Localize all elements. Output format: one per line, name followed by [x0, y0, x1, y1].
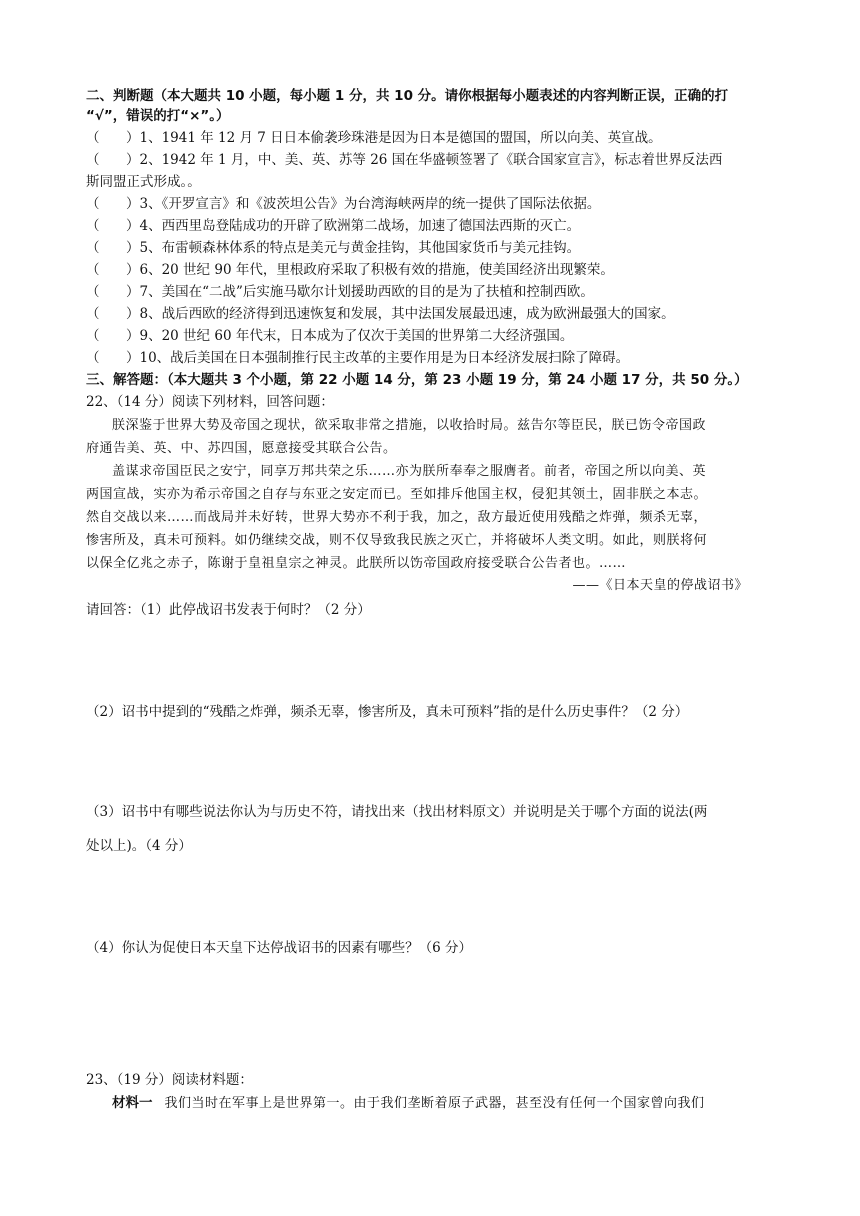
judge-item-text: ）3、《开罗宣言》和《波茨坦公告》为台湾海峡两岸的统一提供了国际法依据。	[126, 196, 601, 212]
q22-question-4: （4）你认为促使日本天皇下达停战诏书的因素有哪些？（6 分）	[86, 940, 472, 956]
answer-paren: （	[86, 240, 100, 256]
judge-item-text: ）4、西西里岛登陆成功的开辟了欧洲第二战场，加速了德国法西斯的灭亡。	[126, 218, 581, 234]
q23-material-1	[112, 1093, 705, 1114]
answer-paren: （	[86, 196, 100, 212]
judge-item-6	[86, 260, 614, 280]
material-label: 材料一	[112, 1095, 153, 1111]
q22-material-line: 两国宣战，实亦为希示帝国之自存与东亚之安定而已。至如排斥他国主权，侵犯其领土，固非朕之本志。	[86, 487, 708, 502]
answer-paren: （	[86, 152, 100, 168]
judge-item-text: ）2、1942 年 1 月，中、美、英、苏等 26 国在华盛顿签署了《联合国家宣言》，标志着世界反法西	[126, 152, 723, 168]
judge-item-2	[86, 150, 722, 170]
judge-item-text: ）5、布雷顿森林体系的特点是美元与黄金挂钩，其他国家货币与美元挂钩。	[126, 240, 581, 256]
judge-item-7	[86, 282, 594, 302]
q22-material-line: 以保全亿兆之赤子，陈谢于皇祖皇宗之神灵。此朕所以饬帝国政府接受联合公告者也。……	[86, 556, 627, 571]
q22-question-1: 请回答：（1）此停战诏书发表于何时？（2 分）	[86, 602, 371, 618]
q22-question-3: （3）诏书中有哪些说法你认为与历史不符，请找出来（找出材料原文）并说明是关于哪个方面的说法(两	[86, 804, 708, 820]
q22-question-2: （2）诏书中提到的“残酷之炸弹，频杀无辜，惨害所及，真未可预料”指的是什么历史事件？（2 分）	[86, 704, 689, 720]
answer-paren: （	[86, 284, 100, 300]
section3-title: 三、解答题：（本大题共 3 个小题，第 22 小题 14 分，第 23 小题 19 分，第 24 小题 17 分，共 50 分。）	[86, 372, 748, 388]
q22-material-line: 府通告美、英、中、苏四国，愿意接受其联合公告。	[86, 441, 397, 456]
judge-item-9	[86, 326, 573, 346]
q22-head: 22、（14 分）阅读下列材料，回答问题：	[86, 394, 334, 410]
answer-paren: （	[86, 328, 100, 344]
answer-paren: （	[86, 262, 100, 278]
section2-title-cont: “√”，错误的打“×”。）	[86, 108, 230, 124]
judge-item-text: ）1、1941 年 12 月 7 日日本偷袭珍珠港是因为日本是德国的盟国，所以向美、英宣战。	[126, 130, 662, 146]
judge-item-10	[86, 348, 629, 368]
judge-item-3	[86, 194, 600, 214]
q22-material-line: 然自交战以来……而战局并未好转，世界大势亦不利于我，加之，敌方最近使用残酷之炸弹，频杀无辜，	[86, 510, 708, 525]
judge-item-text: ）6、20 世纪 90 年代，里根政府采取了积极有效的措施，使美国经济出现繁荣。	[126, 262, 614, 278]
answer-paren: （	[86, 350, 100, 366]
answer-paren: （	[86, 218, 100, 234]
judge-item-2-cont: 斯同盟正式形成。。	[86, 174, 201, 190]
material-text: 我们当时在军事上是世界第一。由于我们垄断着原子武器，甚至没有任何一个国家曾向我们	[164, 1096, 705, 1111]
judge-item-text: ）8、战后西欧的经济得到迅速恢复和发展，其中法国发展最迅速，成为欧洲最强大的国家。	[126, 306, 675, 322]
judge-item-5	[86, 238, 580, 258]
judge-item-text: ）10、战后美国在日本强制推行民主改革的主要作用是为日本经济发展扫除了障碍。	[126, 350, 630, 366]
q22-material-line: 惨害所及，真未可预料。如仍继续交战，则不仅导致我民族之灭亡，并将破坏人类文明。如此，则朕将何	[86, 533, 708, 548]
q22-material-line: 盖谋求帝国臣民之安宁，同享万邦共荣之乐……亦为朕所奉奉之服膺者。前者，帝国之所以向美、英	[112, 464, 707, 479]
section2-title: 二、判断题（本大题共 10 小题，每小题 1 分，共 10 分。请你根据每小题表述的内容判断正误，正确的打	[86, 88, 729, 104]
q23-head: 23、（19 分）阅读材料题：	[86, 1072, 253, 1088]
q22-source: ——《日本天皇的停战诏书》	[572, 578, 748, 593]
answer-paren: （	[86, 130, 100, 146]
judge-item-4	[86, 216, 580, 236]
answer-paren: （	[86, 306, 100, 322]
judge-item-8	[86, 304, 675, 324]
q22-question-3-cont: 处以上)。（4 分）	[86, 838, 192, 854]
judge-item-text: ）7、美国在“二战”后实施马歇尔计划援助西欧的目的是为了扶植和控制西欧。	[126, 284, 594, 300]
judge-item-text: ）9、20 世纪 60 年代末，日本成为了仅次于美国的世界第二大经济强国。	[126, 328, 574, 344]
q22-material-line: 朕深鉴于世界大势及帝国之现状，欲采取非常之措施，以收拾时局。兹告尔等臣民，朕已饬令帝国政	[112, 418, 707, 433]
judge-item-1	[86, 128, 662, 148]
